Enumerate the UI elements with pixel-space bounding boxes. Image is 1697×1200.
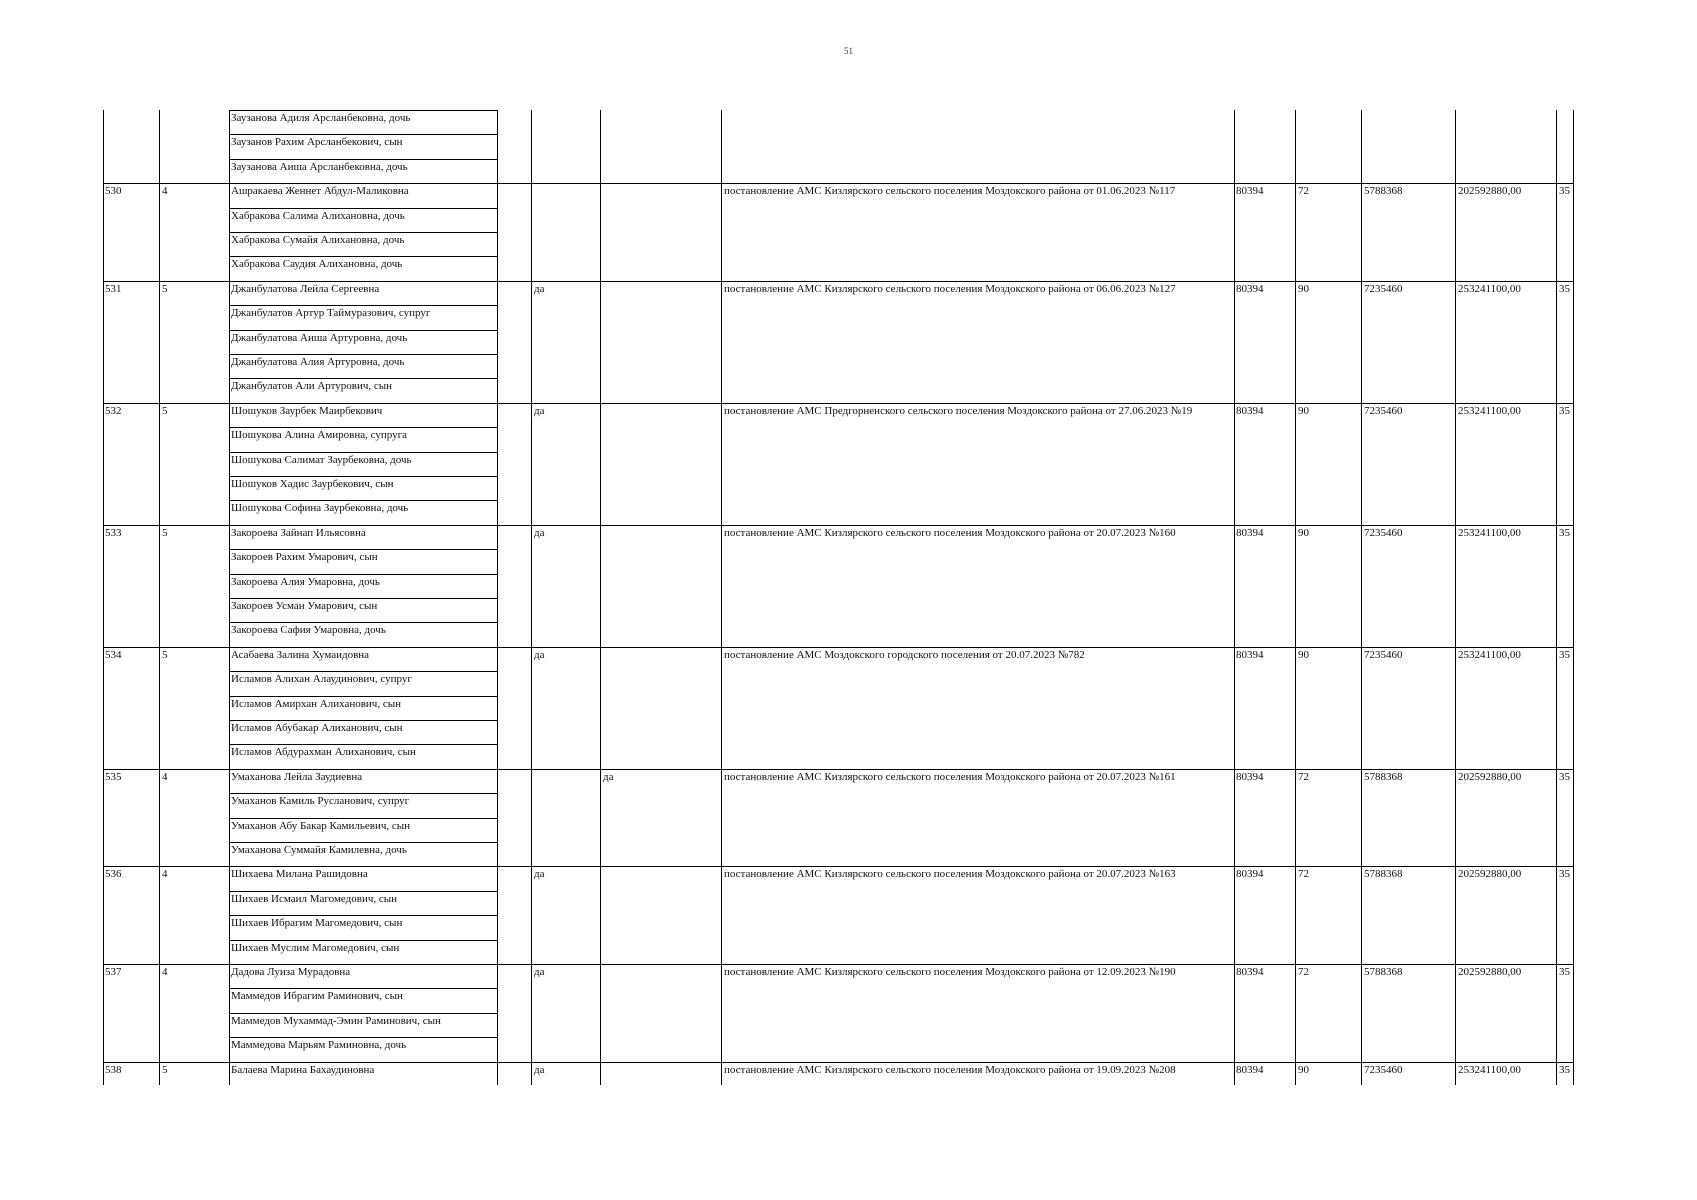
member-line [229, 549, 498, 550]
family-member-name: Исламов Амирхан Алиханович, сын [231, 697, 401, 710]
column-line [721, 110, 722, 1085]
family-member-name: Шошуков Хадис Заурбекович, сын [231, 478, 394, 490]
member-line [229, 574, 498, 575]
family-member-name: Исламов Абубакар Алиханович, сын [231, 722, 403, 734]
code-value: 35 [1559, 648, 1570, 661]
record-number: 532 [105, 404, 122, 417]
family-member-name: Джанбулатова Аиша Артуровна, дочь [231, 331, 408, 344]
oktmo-code: 80394 [1236, 185, 1264, 198]
oktmo-code: 80394 [1236, 282, 1264, 295]
member-line [229, 720, 498, 721]
family-member-name: Умаханова Суммайя Камилевна, дочь [231, 844, 407, 856]
member-line [229, 915, 498, 916]
family-size: 5 [162, 404, 168, 417]
family-size: 4 [162, 868, 168, 881]
category-a-mark: да [534, 868, 545, 881]
family-size: 5 [162, 526, 168, 539]
family-member-name: Шихаев Ибрагим Магомедович, сын [231, 917, 403, 930]
member-line [229, 232, 498, 233]
family-member-name: Шихаев Исмаил Магомедович, сын [231, 892, 398, 905]
family-member-name: Закороева Сафия Умаровна, дочь [231, 624, 386, 637]
price-value: 5788368 [1364, 185, 1403, 198]
record-number: 538 [105, 1063, 122, 1076]
record-number: 531 [105, 282, 122, 295]
family-member-name: Маммедов Ибрагим Раминович, сын [231, 990, 403, 1003]
column-line [1295, 110, 1296, 1085]
family-member-name: Умаханов Абу Бакар Камильевич, сын [231, 819, 411, 832]
record-number: 536 [105, 868, 122, 881]
code-value: 35 [1559, 770, 1570, 783]
member-line [229, 793, 498, 794]
column-line [159, 110, 160, 1085]
category-a-mark: да [534, 404, 545, 417]
family-member-name: Шошукова Софина Заурбековна, дочь [231, 502, 409, 515]
member-line [229, 159, 498, 160]
price-value: 5788368 [1364, 770, 1403, 783]
basis-document: постановление АМС Предгорненского сельского поселения Моздокского района от 27.06.2023 №19 [724, 404, 1193, 417]
column-line [531, 110, 532, 1085]
amount-value: 253241100,00 [1458, 648, 1521, 661]
amount-value: 202592880,00 [1458, 770, 1522, 783]
amount-value: 253241100,00 [1458, 404, 1521, 417]
family-member-name: Закороева Зайнап Ильясовна [231, 526, 366, 539]
area-value: 90 [1298, 1063, 1309, 1076]
basis-document: постановление АМС Моздокского городского поселения от 20.07.2023 №782 [724, 648, 1085, 661]
column-line [1556, 110, 1557, 1085]
family-member-name: Хабракова Сумайя Алихановна, дочь [231, 234, 405, 246]
family-member-name: Маммедов Мухаммад-Эмин Раминович, сын [231, 1014, 441, 1027]
family-size: 4 [162, 966, 168, 978]
family-member-name: Шихаева Милана Рашидовна [231, 868, 368, 881]
area-value: 90 [1298, 282, 1309, 295]
family-member-name: Хабракова Салима Алихановна, дочь [231, 209, 405, 222]
code-value: 35 [1559, 868, 1570, 881]
member-line [229, 696, 498, 697]
family-member-name: Джанбулатов Артур Таймуразович, супруг [231, 307, 431, 320]
family-member-name: Дадова Луиза Мурадовна [231, 966, 351, 978]
record-number: 534 [105, 648, 122, 661]
area-value: 72 [1298, 868, 1309, 881]
record-number: 533 [105, 526, 122, 539]
code-value: 35 [1559, 185, 1570, 198]
family-member-name: Закороев Рахим Умарович, сын [231, 551, 378, 564]
family-member-name: Ашракаева Женнет Абдул-Маликовна [231, 185, 409, 198]
basis-document: постановление АМС Кизлярского сельского поселения Моздокского района от 06.06.2023 №127 [724, 282, 1176, 295]
member-line [229, 500, 498, 501]
member-line [229, 988, 498, 989]
family-size: 5 [162, 648, 168, 661]
category-b-mark: да [603, 770, 614, 783]
family-member-name: Закороева Алия Умаровна, дочь [231, 575, 380, 588]
member-line [229, 842, 498, 843]
price-value: 7235460 [1364, 282, 1403, 295]
price-value: 7235460 [1364, 526, 1403, 539]
member-line [229, 622, 498, 623]
member-line [229, 134, 498, 135]
amount-value: 253241100,00 [1458, 526, 1521, 539]
area-value: 72 [1298, 966, 1309, 978]
basis-document: постановление АМС Кизлярского сельского поселения Моздокского района от 20.07.2023 №163 [724, 868, 1176, 881]
family-member-name: Заузанова Адиля Арсланбековна, дочь [231, 112, 411, 124]
oktmo-code: 80394 [1236, 404, 1264, 417]
family-member-name: Хабракова Саудия Алихановна, дочь [231, 258, 403, 271]
family-member-name: Шошукова Салимат Заурбековна, дочь [231, 453, 412, 466]
area-value: 72 [1298, 185, 1309, 198]
area-value: 90 [1298, 648, 1309, 661]
family-member-name: Джанбулатов Али Артурович, сын [231, 380, 393, 393]
family-member-name: Маммедова Марьям Раминовна, дочь [231, 1039, 407, 1052]
member-line [229, 476, 498, 477]
code-value: 35 [1559, 966, 1570, 978]
amount-value: 253241100,00 [1458, 1063, 1521, 1076]
member-line [229, 427, 498, 428]
family-member-name: Исламов Алихан Алаудинович, супруг [231, 673, 412, 686]
family-member-name: Закороев Усман Умарович, сын [231, 600, 378, 612]
oktmo-code: 80394 [1236, 966, 1264, 978]
category-a-mark: да [534, 1063, 545, 1076]
member-line [229, 208, 498, 209]
code-value: 35 [1559, 1063, 1570, 1076]
family-member-name: Асабаева Залина Хумаидовна [231, 648, 370, 661]
code-value: 35 [1559, 526, 1570, 539]
family-member-name: Умаханова Лейла Заудиевна [231, 770, 363, 783]
price-value: 5788368 [1364, 868, 1403, 881]
housing-queue-table [103, 110, 1574, 1085]
record-number: 530 [105, 185, 122, 198]
oktmo-code: 80394 [1236, 648, 1264, 661]
area-value: 72 [1298, 770, 1309, 783]
category-a-mark: да [534, 966, 545, 978]
price-value: 7235460 [1364, 404, 1403, 417]
member-line [229, 330, 498, 331]
code-value: 35 [1559, 282, 1570, 295]
member-line [229, 1013, 498, 1014]
category-a-mark: да [534, 282, 545, 295]
amount-value: 202592880,00 [1458, 966, 1522, 978]
member-line [229, 818, 498, 819]
member-line [229, 891, 498, 892]
price-value: 5788368 [1364, 966, 1403, 978]
amount-value: 202592880,00 [1458, 185, 1522, 198]
member-line [229, 940, 498, 941]
oktmo-code: 80394 [1236, 1063, 1264, 1076]
family-member-name: Джанбулатова Лейла Сергеевна [231, 282, 380, 295]
column-line [600, 110, 601, 1085]
family-member-name: Шихаев Муслим Магомедович, сын [231, 941, 400, 954]
price-value: 7235460 [1364, 648, 1403, 661]
column-line [1455, 110, 1456, 1085]
column-line [1573, 110, 1574, 1085]
area-value: 90 [1298, 404, 1309, 417]
category-a-mark: да [534, 526, 545, 539]
family-member-name: Умаханов Камиль Русланович, супруг [231, 795, 410, 808]
price-value: 7235460 [1364, 1063, 1403, 1076]
member-line [229, 305, 498, 306]
record-number: 535 [105, 770, 122, 783]
basis-document: постановление АМС Кизлярского сельского поселения Моздокского района от 19.09.2023 №208 [724, 1063, 1176, 1076]
member-line [229, 256, 498, 257]
oktmo-code: 80394 [1236, 526, 1264, 539]
page-number: 51 [844, 46, 853, 56]
family-size: 5 [162, 1063, 168, 1076]
member-line [229, 744, 498, 745]
member-line [229, 378, 498, 379]
family-size: 4 [162, 770, 168, 783]
member-line [229, 598, 498, 599]
category-a-mark: да [534, 648, 545, 661]
basis-document: постановление АМС Кизлярского сельского поселения Моздокского района от 01.06.2023 №117 [724, 185, 1176, 198]
family-member-name: Балаева Марина Бахаудиновна [231, 1063, 375, 1076]
family-member-name: Исламов Абдурахман Алиханович, сын [231, 746, 416, 759]
oktmo-code: 80394 [1236, 868, 1264, 881]
amount-value: 253241100,00 [1458, 282, 1521, 295]
family-member-name: Шошукова Алина Амировна, супруга [231, 429, 407, 442]
member-line [229, 671, 498, 672]
family-member-name: Шошуков Заурбек Маирбекович [231, 404, 383, 417]
code-value: 35 [1559, 404, 1570, 417]
member-line [229, 452, 498, 453]
family-member-name: Заузанов Рахим Арсланбекович, сын [231, 136, 403, 149]
family-member-name: Заузанова Аиша Арсланбековна, дочь [231, 160, 408, 173]
column-line [1361, 110, 1362, 1085]
area-value: 90 [1298, 526, 1309, 539]
member-line [229, 354, 498, 355]
family-size: 4 [162, 185, 168, 198]
family-size: 5 [162, 282, 168, 295]
record-number: 537 [105, 966, 122, 978]
basis-document: постановление АМС Кизлярского сельского поселения Моздокского района от 20.07.2023 №161 [724, 770, 1176, 783]
oktmo-code: 80394 [1236, 770, 1264, 783]
column-line [1234, 110, 1235, 1085]
family-member-name: Джанбулатова Алия Артуровна, дочь [231, 356, 405, 368]
basis-document: постановление АМС Кизлярского сельского поселения Моздокского района от 12.09.2023 №190 [724, 966, 1176, 978]
member-line [229, 1037, 498, 1038]
amount-value: 202592880,00 [1458, 868, 1522, 881]
column-line [103, 110, 104, 1085]
basis-document: постановление АМС Кизлярского сельского поселения Моздокского района от 20.07.2023 №160 [724, 526, 1176, 539]
